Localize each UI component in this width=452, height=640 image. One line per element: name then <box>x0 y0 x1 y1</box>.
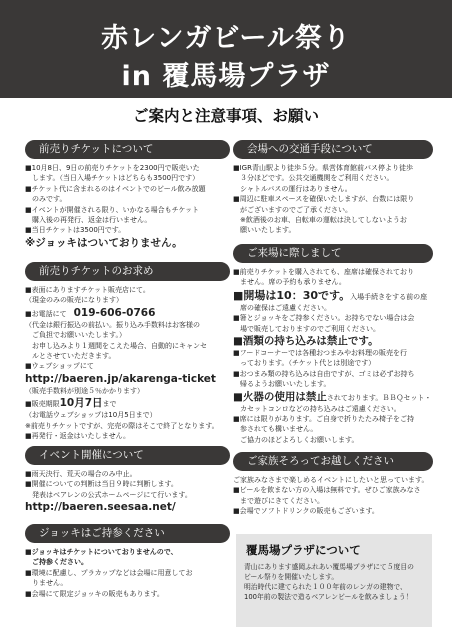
text-line: シャトルバスの運行はありません。 <box>233 184 352 193</box>
section-title: ご家族そろってお越しください <box>233 452 433 471</box>
section-bring-mug <box>25 524 230 599</box>
event-title-line1: 赤レンガビール祭り <box>101 23 351 54</box>
text-line: りません。 <box>25 579 68 588</box>
section-access <box>233 140 433 236</box>
blog-link[interactable]: http://baeren.seesaa.net/ <box>25 501 176 514</box>
text-line: 参されても構いません。 <box>233 425 318 434</box>
phone-line <box>25 306 230 320</box>
text-line: ご負担でお願いいたします。） <box>25 331 126 340</box>
text-line: 席の確保はご遠慮ください。 <box>233 303 331 312</box>
deadline-date: 10月7日 <box>59 397 103 410</box>
text-line: カセットコンロなどの持ち込みはご遠慮ください。 <box>233 404 401 413</box>
text-line: ■表面にありますチケット販売店にて。 <box>25 286 150 294</box>
text-line: ※前売りチケットですが、完売の際はそこで終了となります。 <box>25 421 219 430</box>
text-line: ■おつまみ類の持ち込みは自由ですが、ゴミは必ずお持ち <box>233 369 415 378</box>
text-line: ■環境に配慮し、プラカップなどは会場に用意してお <box>25 568 193 577</box>
text-line: ません。席の予約も承りません。 <box>233 278 346 287</box>
text-line: ■席には限りがあります。ご自身で折りたたみ椅子をご持 <box>233 415 415 424</box>
webshop-link[interactable]: http://baeren.jp/akarenga-ticket <box>25 372 216 385</box>
section-body <box>233 163 433 236</box>
text-line: します。（当日入場チケットはどちらも3500円です） <box>25 174 200 183</box>
section-body <box>25 469 230 514</box>
text-line: 100年前の製法で造るベアレンビールを飲みましょう！ <box>244 593 413 601</box>
text-line: お申し込みより１週間をこえた場合、自動的にキャンセ <box>25 341 207 350</box>
text-line: ■箸とジョッキをご持参ください。お持ちでない場合は会 <box>233 314 415 323</box>
venue-info-box <box>236 534 432 627</box>
fire-rest: されております。ＢＢＱセット・ <box>326 393 432 402</box>
text-line: ■前売りチケットを購入されても、座席は確保されており <box>233 268 414 276</box>
venue-info-title: 覆馬場プラザについて <box>246 543 361 557</box>
text-line: ３分ほどです。公共交通機関をご利用ください。 <box>233 174 394 183</box>
text-line: ※飲酒後のお車、自転車の運転は決してしないようお <box>233 216 407 225</box>
text-line: 購入後の再発行、返金は行いません。 <box>25 216 152 225</box>
text-line: がございますのでご了承ください。 <box>233 205 352 214</box>
section-body <box>25 547 230 599</box>
section-purchase <box>25 262 230 441</box>
text-line: （販売手数料が別途５％かかります） <box>25 386 144 395</box>
text-line: ■IGR青山駅より徒歩５分。県営体育館前バス停より徒歩 <box>233 164 413 172</box>
deadline-suffix: まで <box>102 400 117 409</box>
opening-time: ■開場は10：30です。 <box>233 288 351 302</box>
section-family <box>233 452 433 517</box>
section-title: 前売りチケットのお求め <box>25 262 230 281</box>
deadline-line <box>25 396 230 410</box>
opening-note: 入場手続きをする前の座 <box>350 292 428 301</box>
text-line: のみです。 <box>25 195 67 204</box>
phone-label: ■お電話にて <box>25 309 67 318</box>
section-advance-ticket <box>25 140 230 250</box>
text-line: （現金のみの販売になります） <box>25 296 123 305</box>
deadline-label: ■販売期限 <box>25 400 60 409</box>
text-line: 発表はベアレンの公式ホームページにて行います。 <box>25 490 192 499</box>
text-line: ご協力のほどよろしくお願いします。 <box>233 435 359 444</box>
event-title-line2: in 覆馬場プラザ <box>121 61 331 92</box>
text-line: ■周辺に駐車スペースを確保いたしますが、台数には限り <box>233 195 415 204</box>
text-line: ■当日チケットは3500円です。 <box>25 226 126 235</box>
fire-line <box>233 390 433 404</box>
text-line: 帰るようお願いいたします。 <box>233 380 331 389</box>
text-line: ご持参ください。 <box>25 558 88 567</box>
page-subtitle: ご案内と注意事項、お願い <box>132 107 319 125</box>
header-banner <box>0 0 452 98</box>
text-line: 明治時代に建てられた１００年前のレンガの建物で、 <box>244 583 407 591</box>
text-line: ■会場でソフトドリンクの販売もございます。 <box>233 507 379 516</box>
text-line: ■ビールを飲まない方の入場は無料です。ぜひご家族みなさ <box>233 486 421 495</box>
text-line: ■会場にて限定ジョッキの販売もあります。 <box>25 589 164 598</box>
text-line: ルとさせていただきます。 <box>25 352 116 361</box>
phone-number[interactable]: 019-606-0766 <box>73 306 156 319</box>
text-line: 青山にあります盛岡ふれあい覆馬場プラザにて５度目の <box>244 563 414 571</box>
text-line: 願いいたします。 <box>233 226 296 235</box>
no-alcohol-note: ■酒類の持ち込みは禁止です。 <box>233 335 379 348</box>
text-line: ■開催についての判断は当日９時に判断します。 <box>25 480 178 489</box>
section-body <box>233 267 433 445</box>
no-mug-note: ※ジョッキはついておりません。 <box>25 236 183 249</box>
text-line: ■ウェブショップにて <box>25 362 94 371</box>
text-line: っております。（チケット代とは別途です） <box>233 359 376 368</box>
text-line: まで遊びにきてください。 <box>233 496 324 505</box>
text-line: （代金は銀行振込の前払い。振り込み手数料はお客様の <box>25 320 200 329</box>
text-line: 場で販売しておりますのでご利用ください。 <box>233 324 380 333</box>
section-body <box>25 285 230 441</box>
section-title: 会場への交通手段について <box>233 140 433 159</box>
text-line: ■フードコーナーでは各種おつまみやお料理の販売を行 <box>233 349 408 358</box>
section-body <box>25 163 230 250</box>
text-line: （お電話ウェブショップは10月5日まで） <box>25 411 157 420</box>
text-line: ■ジョッキはチケットについておりませんので、 <box>25 548 178 556</box>
text-line: ■チケット代に含まれるのはイベントでのビール飲み放題 <box>25 184 206 193</box>
text-line: ■再発行・返金はいたしません。 <box>25 432 131 441</box>
text-line: ■イベントが開催される限り、いかなる場合もチケット <box>25 205 199 214</box>
no-fire-note: ■火器の使用は禁止 <box>233 390 327 403</box>
venue-info-body <box>244 562 414 602</box>
text-line: ■10月8日、9日の前売りチケットを2300円で販売いた <box>25 164 200 172</box>
section-title: ご来場に際しまして <box>233 244 433 263</box>
section-title: 前売りチケットについて <box>25 140 230 159</box>
section-event-held <box>25 446 230 514</box>
section-title: ジョッキはご持参ください <box>25 524 230 543</box>
section-body <box>233 475 433 517</box>
opening-time-line <box>233 288 433 303</box>
text-line: ご家族みなさまで楽しめるイベントにしたいと思っています。 <box>233 476 429 484</box>
section-visiting <box>233 244 433 445</box>
section-title: イベント開催について <box>25 446 230 465</box>
text-line: ■雨天決行、荒天の場合のみ中止。 <box>25 470 137 478</box>
text-line: ビール祭りを開催いたします。 <box>244 573 339 581</box>
